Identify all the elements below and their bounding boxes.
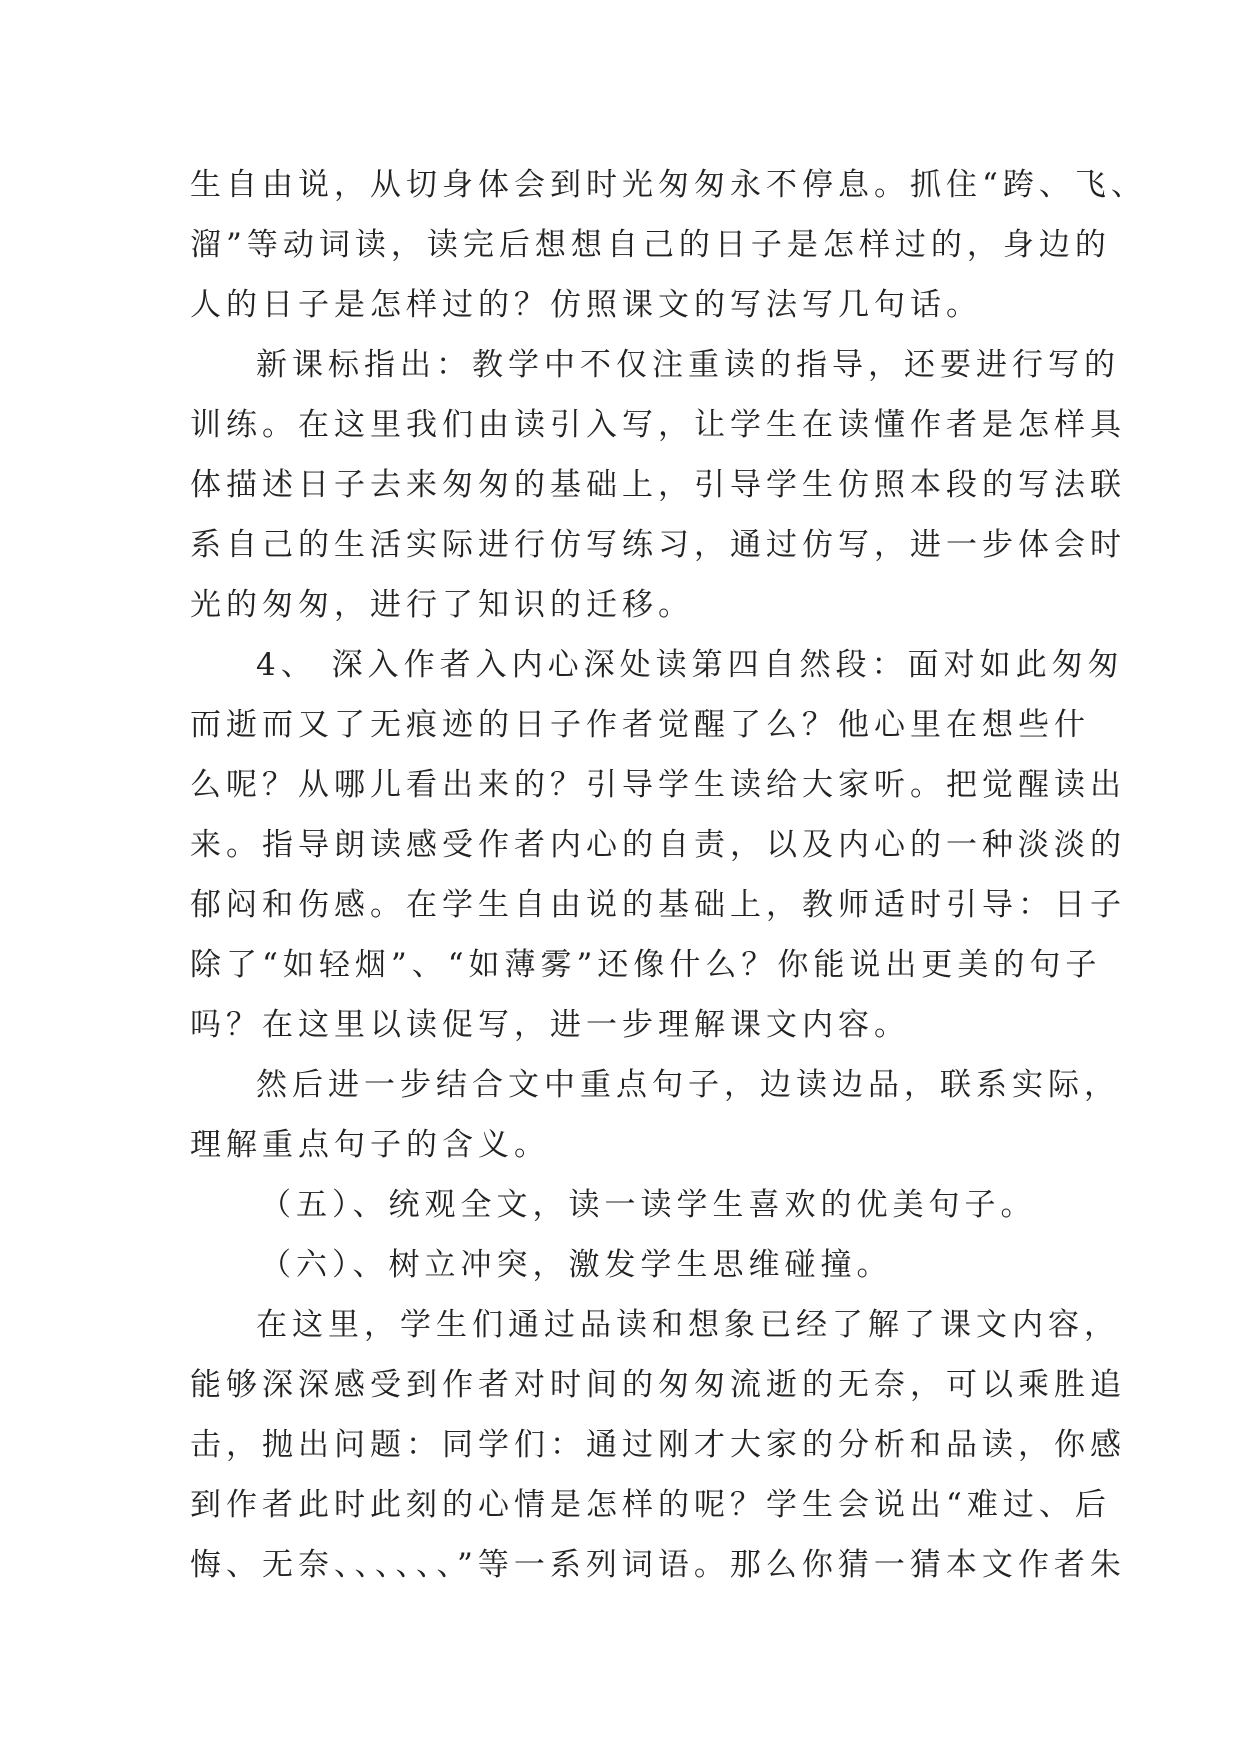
paragraph-first-line: 在这里，学生们通过品读和想象已经了解了课文内容， bbox=[256, 1307, 1120, 1343]
paragraph-first-line: 新课标指出：教学中不仅注重读的指导，还要进行写的 bbox=[256, 347, 1120, 383]
text-line: 吗？在这里以读促写，进一步理解课文内容。 bbox=[190, 1007, 910, 1043]
text-line: 训练。在这里我们由读引入写，让学生在读懂作者是怎样具 bbox=[190, 407, 1126, 443]
text-line: 击，抛出问题：同学们：通过刚才大家的分析和品读，你感 bbox=[190, 1427, 1126, 1463]
text-line: 来。指导朗读感受作者内心的自责，以及内心的一种淡淡的 bbox=[190, 827, 1126, 863]
paragraph-first-line: 然后进一步结合文中重点句子，边读边品，联系实际， bbox=[256, 1067, 1120, 1103]
text-line: 到作者此时此刻的心情是怎样的呢？学生会说出“难过、后 bbox=[190, 1487, 1111, 1523]
text-line: 能够深深感受到作者对时间的匆匆流逝的无奈，可以乘胜追 bbox=[190, 1367, 1126, 1403]
text-line: 溜”等动词读，读完后想想自己的日子是怎样过的，身边的 bbox=[190, 227, 1111, 263]
section-heading: （六）、树立冲突，激发学生思维碰撞。 bbox=[260, 1247, 893, 1283]
text-line: 系自己的生活实际进行仿写练习，通过仿写，进一步体会时 bbox=[190, 527, 1126, 563]
text-line: 么呢？从哪儿看出来的？引导学生读给大家听。把觉醒读出 bbox=[190, 767, 1126, 803]
text-line: 理解重点句子的含义。 bbox=[190, 1127, 550, 1163]
text-line: 而逝而又了无痕迹的日子作者觉醒了么？他心里在想些什 bbox=[190, 707, 1090, 743]
document-body bbox=[190, 155, 1147, 1595]
section-heading: （五）、统观全文，读一读学生喜欢的优美句子。 bbox=[260, 1187, 1037, 1223]
text-line: 人的日子是怎样过的？仿照课文的写法写几句话。 bbox=[190, 287, 982, 323]
text-line: 生自由说，从切身体会到时光匆匆永不停息。抓住“跨、飞、 bbox=[190, 167, 1147, 203]
text-line: 除了“如轻烟”、“如薄雾”还像什么？你能说出更美的句子 bbox=[190, 947, 1102, 983]
text-line: 体描述日子去来匆匆的基础上，引导学生仿照本段的写法联 bbox=[190, 467, 1126, 503]
numbered-item-line: 4、 深入作者入内心深处读第四自然段：面对如此匆匆 bbox=[256, 647, 1124, 683]
text-line: 悔、无奈、、、、、、”等一系列词语。那么你猜一猜本文作者朱 bbox=[190, 1547, 1126, 1583]
text-line: 郁闷和伤感。在学生自由说的基础上，教师适时引导：日子 bbox=[190, 887, 1126, 923]
text-line: 光的匆匆，进行了知识的迁移。 bbox=[190, 587, 694, 623]
